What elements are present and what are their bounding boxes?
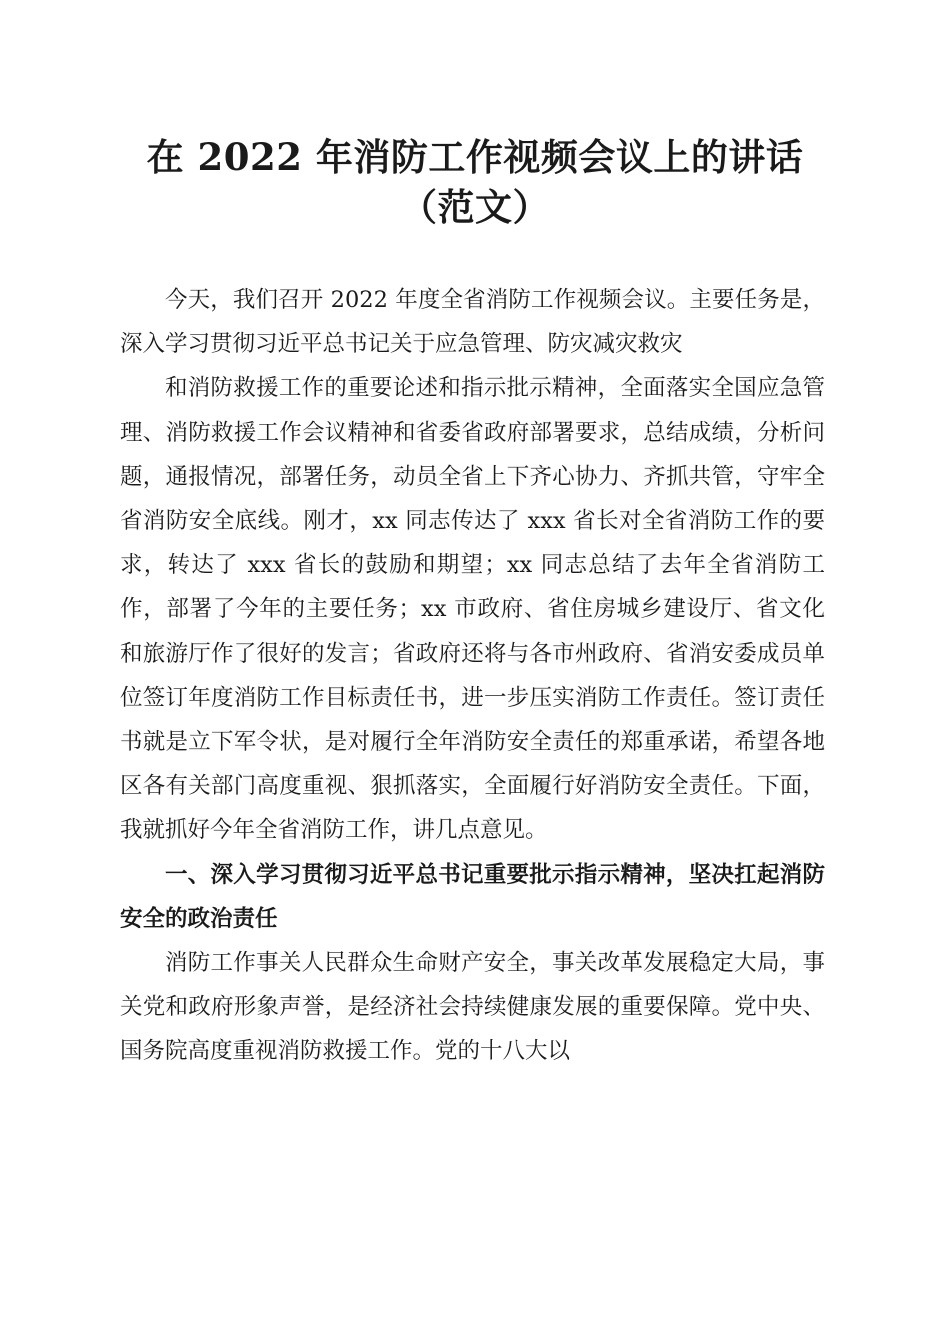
section-heading: 一、深入学习贯彻习近平总书记重要批示指示精神，坚决扛起消防安全的政治责任 xyxy=(120,861,825,932)
document-title: 在 2022 年消防工作视频会议上的讲话（范文） xyxy=(146,135,804,229)
document-body xyxy=(120,278,825,1074)
body-paragraph: 和消防救援工作的重要论述和指示批示精神，全面落实全国应急管理、消防救援工作会议精神和省委省政府部署要求，总结成绩，分析问题，通报情况，部署任务，动员全省上下齐心协力、齐抓共管，守牢全省消防安全底线。刚才，xx 同志传达了 xxx 省长对全省消防工作的要求，转达了 xxx 省长的鼓励和期望；xx 同志总结了去年全省消防工作，部署了今年的主要任务；xx 市政府、省住房城乡建设厅、省文化和旅游厅作了很好的发言；省政府还将与各市州政府、省消安委成员单位签订年度消防工作目标责任书，进一步压实消防工作责任。签订责任书就是立下军令状，是对履行全年消防安全责任的郑重承诺，希望各地区各有关部门高度重视、狠抓落实，全面履行好消防安全责任。下面，我就抓好今年全省消防工作，讲几点意见。 xyxy=(120,375,825,844)
section-paragraph: 消防工作事关人民群众生命财产安全，事关改革发展稳定大局，事关党和政府形象声誉，是经济社会持续健康发展的重要保障。党中央、国务院高度重视消防救援工作。党的十八大以 xyxy=(120,950,825,1065)
body-paragraph: 今天，我们召开 2022 年度全省消防工作视频会议。主要任务是，深入学习贯彻习近平总书记关于应急管理、防灾减灾救灾 xyxy=(120,287,825,358)
